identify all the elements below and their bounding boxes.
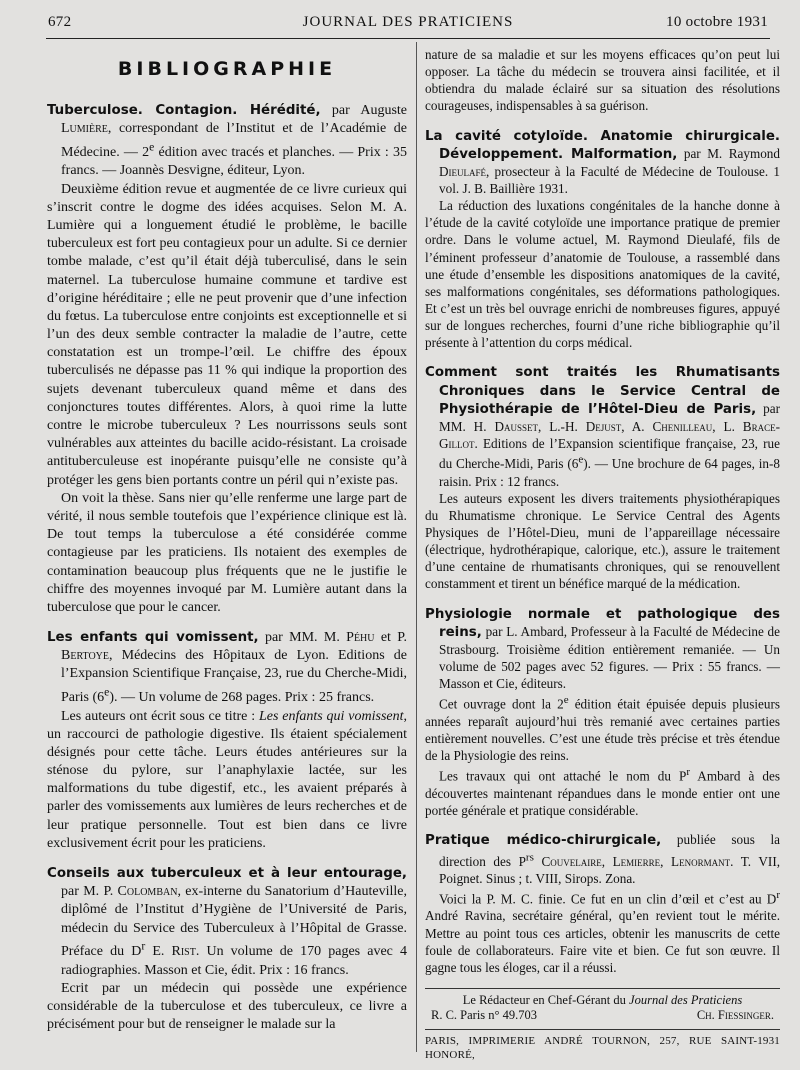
bibliography-entry [425,127,780,352]
entry-paragraph: Les auteurs ont écrit sous ce titre : Les enfants qui vomissent, un raccourci de pathologie digestive. Ils étaient spécialement désignés pour cette tâche. Leurs études antérieures sur la sténose du pylore, sur l’anaphylaxie lactée, sur les malformations du tube digestif, etc., les avaient préparés à parler des vomissements aux lumières de leurs recherches et de leur pratique personnelle. Tout est bien dans ce livre exclusivement écrit pour les praticiens. [47,708,407,851]
entry-paragraph: Voici la P. M. C. finie. Ce fut en un clin d’œil et c’est au $D^r$ André Ravina, secrétaire général, qu’en revient tout le mérite. Mettre au point tous ces articles, obtenir les manuscrits de cette foule de collaborateurs. Faire vite et bien. Ce fut son œuvre. Il gagne tous les éloges, car il a réussi. [425,888,780,975]
entry-title: La cavité cotyloïde. Anatomie chirurgicale. Développement. Malformation, [425,128,780,162]
entry-paragraph: Ecrit par un médecin qui possède une expérience considérable de la tuberculose et des tuberculeux, ce livre a précisément pour but de renseigner le malade sur la [47,980,407,1033]
entry-paragraph: nature de sa maladie et sur les moyens efficaces qu’on peut lui opposer. La tâche du médecin se trouvera ainsi facilitée, et il obtiendra du malade éclairé sur sa situation des résolutions courageuses, indispensables à sa guérison. [425,47,780,114]
page-number: 672 [48,14,72,30]
header-rule [46,38,770,39]
entry-body [425,197,780,351]
entry-title: Pratique médico-chirurgicale, [425,833,662,849]
journal-title: JOURNAL DES PRATICIENS [302,14,514,30]
issue-date: 10 octobre 1931 [666,14,768,30]
entry-body [425,692,780,819]
right-column [425,46,780,1062]
entry-paragraph: La réduction des luxations congénitales de la hanche donne à l’étude de la cavité cotyloïde une importance pratique de premier ordre. Dans le volume actuel, M. Raymond Dieulafé, fils de l’éminent professeur d’anatomie de Toulouse, a rassemblé dans une étude d’ensemble les dispositions anatomiques de la cavité, ses malformations congénitales, ses déformations pathologiques. Et c’est un très bel ouvrage enrichi de nombreuses figures, appuyé sur de longues recherches, fourni d’une riche bibliographie qu’il présente à l’attention du corps médical. [425,198,780,351]
entry-citation [425,363,780,489]
bibliography-entry [425,363,780,592]
page-footer [425,988,780,1062]
section-heading: BIBLIOGRAPHIE [117,58,337,80]
entry-body [47,708,407,854]
entry-title: Comment sont traités les Rhumatisants Chroniques dans le Service Central de Physiothérapie de l’Hôtel-Dieu de Paris, [425,365,780,417]
entry-paragraph: Deuxième édition revue et augmentée de ce livre curieux qui s’inscrit contre le dogme des idées acquises. Selon M. A. Lumière qui a longuement étudié le problème, le bacille tuberculeux est fort peu contagieux pour un adulte. Si ce dernier tombe malade, c’est qu’il était déjà tuberculisé, dans le sein maternel. La tuberculose humaine commune et tardive est d’origine héréditaire ; elle ne peut provenir que d’une infection du fœtus. La tuberculose entre conjoints est exceptionnelle et si l’un des deux semble contracter la maladie de l’autre, cette constatation est un trompe-l’œil. Le chiffre des époux tuberculisés ne dépasse pas 11 % qui indique la proportion des sujets devenant tuberculeux quand même et dans des conjonctures toutes différentes. Alors, à quoi rime la lutte contre le microbe tuberculeux ? Les nourrissons seuls sont vulnérables aux atteintes du bacille acido-résistant. La croisade antituberculeuse est inopérante puisqu’elle ne consiste qu’à protéger les gens bien portants contre un péril qui n’existe pas. [47,181,407,488]
left-column [47,46,407,1046]
entry-authors: par M. P. Colomban, ex-interne du Sanatorium d’Hauteville, diplômé de l’Institut d’Hygiène de l’Université de Paris, médecin du Service des Tuberculeux à l’Hôpital de Grasse. Préface du $D^r$ E. Rist. Un volume de 170 pages avec 4 radiographies. Masson et Cie, édit. Prix : 16 francs. [61,884,407,978]
bibliography-entry [425,831,780,976]
printer-name: PARIS, IMPRIMERIE ANDRÉ TOURNON, 257, RUE SAINT-HONORÉ, [425,1034,758,1061]
entry-citation [47,102,407,180]
entry-body [47,980,407,1035]
entry-title: Les enfants qui vomissent, [47,630,259,646]
entry-authors: par Auguste Lumière, correspondant de l’Institut et de l’Académie de Médecine. — 2e édition avec tracés et planches. — Prix : 35 francs. — Joannès Desvigne, éditeur, Lyon. [61,103,408,179]
entry-body [425,490,780,593]
entry-citation [425,605,780,693]
rc-number: R. C. Paris n° 49.703 [431,1007,538,1022]
editor-name: Ch. Fiessinger. [696,1007,774,1022]
entry-title: Tuberculose. Contagion. Hérédité, [47,103,321,119]
entry-citation [425,127,780,198]
entry-authors: par MM. H. Dausset, L.-H. Dejust, A. Chenilleau, L. Brace-Gillot. Editions de l’Expansion scientifique française, 23, rue du Cherche-Midi, Paris (6e). — Une brochure de 64 pages, in-8 raisin. Prix : 12 francs. [439,400,780,489]
bibliography-entry [47,865,407,1034]
registration-line [425,1008,780,1023]
entry-paragraph: Les travaux qui ont attaché le nom du $P^r$ Ambard à des découvertes maintenant répandues dans le monde entier ont une portée générale et pratique considérable. [425,766,780,818]
footer-rule [425,988,780,989]
printer-line [425,1034,780,1062]
entry-body [47,181,407,618]
entry-authors: publiée sous la direction des $P^{rs}$ Couvelaire, Lemierre, Lenormant. T. VII, Poignet. Sinus ; t. VIII, Sirops. Zona. [439,832,781,886]
column-divider [416,42,417,1052]
footer-rule [425,1029,780,1030]
entry-citation [425,831,780,887]
printer-year: 1931 [757,1034,780,1047]
entry-citation [47,865,407,980]
entry-body-continued [425,46,780,115]
entry-authors: par MM. M. Péhu et P. Bertoye, Médecins des Hôpitaux de Lyon. Editions de l’Expansion Scientifique Française, 23, rue du Cherche-Midi, Paris (6e). — Un volume de 268 pages. Prix : 25 francs. [61,630,407,706]
entry-title: Conseils aux tuberculeux et à leur entourage, [47,866,407,881]
entry-paragraph: Cet ouvrage dont la 2e édition était épuisée depuis plusieurs années reparaît aujourd’hui très remanié avec certaines parties entièrement nouvelles. C’est une étude très précise et très étendue de la Physiologie des reins. [425,694,780,764]
entry-authors: par L. Ambard, Professeur à la Faculté de Médecine de Strasbourg. Troisième édition entièrement remaniée. — Un volume de 502 pages avec 52 figures. — Prix : 55 francs. — Masson et Cie, éditeurs. [439,623,780,692]
entry-authors: par M. Raymond Dieulafé, prosecteur à la Faculté de Médecine de Toulouse. 1 vol. J. B. Baillière 1931. [439,145,780,196]
bibliography-entry [425,605,780,819]
entry-title: Physiologie normale et pathologique des reins, [425,606,780,640]
running-header [48,14,768,34]
bibliography-entry [47,629,407,853]
entry-paragraph: Les auteurs exposent les divers traitements physiothérapiques du Rhumatisme chronique. Le Service Central des Agents Physiques de l’Hôtel-Dieu, muni de l’appareillage nécessaire (électrique, hydrothérapique, calorique, etc.), assure le traitement d’une centaine de rhumatisants chroniques, qui se renouvellent constamment et tirent un bénéfice marqué de la médication. [425,490,780,592]
editor-line: Le Rédacteur en Chef-Gérant du Journal des Praticiens [462,992,743,1007]
bibliography-entry [47,102,407,617]
entry-body [425,887,780,976]
entry-citation [47,629,407,707]
entry-paragraph: On voit la thèse. Sans nier qu’elle renferme une large part de vérité, il nous semble toutefois que l’expérience clinique est là. De tout temps la tuberculose a été considérée comme contagieuse par les praticiens. Ils notaient des exemples de contamination beaucoup plus fréquents que ne le justifie le chiffre des moyennes invoqué par M. Lumière autant dans la tuberculose que pour le cancer. [47,490,407,615]
